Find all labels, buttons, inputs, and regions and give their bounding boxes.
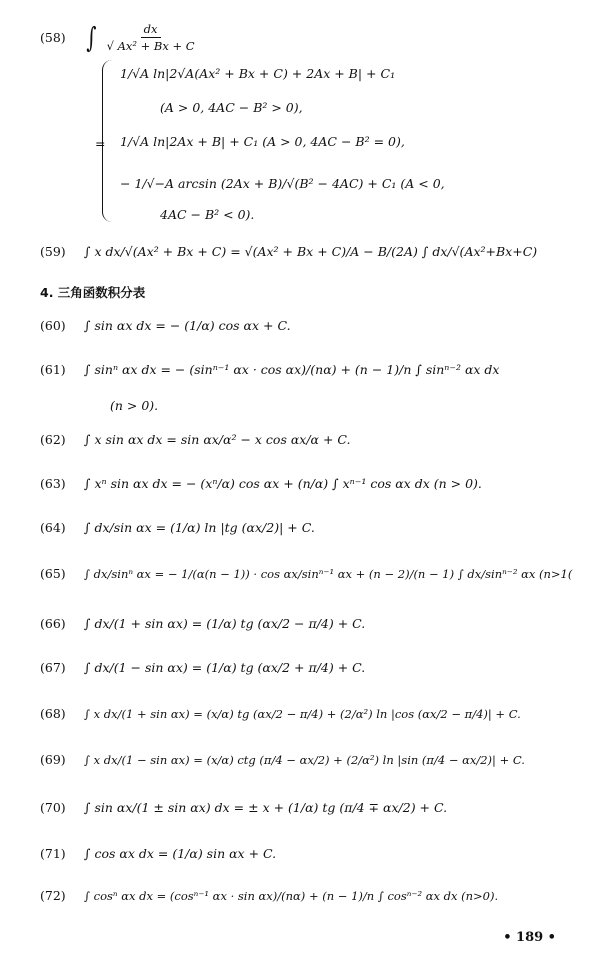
formula-70: (70) ∫ sin αx/(1 ± sin αx) dx = ± x + (1/α) tg (π/4 ∓ αx/2) + C.: [40, 800, 448, 815]
formula-65: (65) ∫ dx/sinⁿ αx = − 1/(α(n − 1)) · cos αx/sinⁿ⁻¹ αx + (n − 2)/(n − 1) ∫ dx/sinⁿ⁻² αx (n>1(: [40, 566, 573, 581]
formula-number: (58): [40, 30, 66, 45]
formula-58-case3: − 1/√−A arcsin (2Ax + B)/√(B² − 4AC) + C₁ (A < 0,: [120, 176, 445, 191]
formula-58-case1: 1/√A ln|2√A(Ax² + Bx + C) + 2Ax + B| + C₁: [120, 66, 396, 81]
formula-62: (62) ∫ x sin αx dx = sin αx/α² − x cos αx/α + C.: [40, 432, 351, 447]
formula-61: (61) ∫ sinⁿ αx dx = − (sinⁿ⁻¹ αx · cos αx)/(nα) + (n − 1)/n ∫ sinⁿ⁻² αx dx: [40, 362, 500, 377]
formula-66: (66) ∫ dx/(1 + sin αx) = (1/α) tg (αx/2 − π/4) + C.: [40, 616, 366, 631]
formula-58-integral: [40, 22, 584, 53]
formula-58-case3-cond: 4AC − B² < 0).: [160, 207, 255, 222]
formula-58-case1-cond: (A > 0, 4AC − B² > 0),: [160, 100, 303, 115]
integral-sign: ∫: [86, 20, 97, 54]
formula-71: (71) ∫ cos αx dx = (1/α) sin αx + C.: [40, 846, 277, 861]
formula-61-cond: (n > 0).: [110, 398, 159, 413]
formula-58-case2: 1/√A ln|2Ax + B| + C₁ (A > 0, 4AC − B² = 0),: [120, 134, 405, 149]
formula-64: (64) ∫ dx/sin αx = (1/α) ln |tg (αx/2)| + C.: [40, 520, 315, 535]
fraction: $\frac{dx}{\text{√ Ax² + Bx + C}}$: [106, 22, 195, 53]
page-number: • 189 •: [503, 930, 556, 945]
formula-68: (68) ∫ x dx/(1 + sin αx) = (x/α) tg (αx/2 − π/4) + (2/α²) ln |cos (αx/2 − π/4)| + C.: [40, 706, 521, 721]
section-title: 4. 三角函数积分表: [40, 285, 146, 300]
book-page: (58) ∫ $\frac{dx}{\text{√ Ax² + Bx + C}}$ = 1/√A ln|2√A(Ax² + Bx + C) + 2Ax + B| + C₁ (A > 0, 4AC − B² > 0), 1/√A ln|2Ax + B| + C₁ (A > 0, 4AC − B² = 0), − 1/√−A arcsin (2Ax + B)/√(B² − 4AC) + C₁ (A < 0, 4AC − B² < 0). (59) ∫ x dx/√(Ax² + Bx + C) = √(Ax² + Bx + C)/A − B/(2A) ∫ dx/√(Ax²+Bx+C) 4. 三角函数积分表 (60) ∫ sin αx dx = − (1/α) cos αx + C. (61) ∫ sinⁿ αx dx = − (sinⁿ⁻¹ αx · cos αx)/(nα) + (n − 1)/n ∫ sinⁿ⁻² αx dx (n > 0). (62) ∫ x sin αx dx = sin αx/α² − x cos αx/α + C. (63) ∫ xⁿ sin αx dx = − (xⁿ/α) cos αx + (n/α) ∫ xⁿ⁻¹ cos αx dx (n > 0). (64) ∫ dx/sin αx = (1/α) ln |tg (αx/2)| + C. (65) ∫ dx/sinⁿ αx = − 1/(α(n − 1)) · cos αx/sinⁿ⁻¹ αx + (n − 2)/(n − 1) ∫ dx/sinⁿ⁻² αx (n>1( (66) ∫ dx/(1 + sin αx) = (1/α) tg (αx/2 − π/4) + C. (67) ∫ dx/(1 − sin αx) = (1/α) tg (αx/2 + π/4) + C. (68) ∫ x dx/(1 + sin αx) = (x/α) tg (αx/2 − π/4) + (2/α²) ln |cos (αx/2 − π/4)| + C. (69) ∫ x dx/(1 − sin αx) = (x/α) ctg (π/4 − αx/2) + (2/α²) ln |sin (π/4 − αx/2)| + C. (70) ∫ sin αx/(1 ± sin αx) dx = ± x + (1/α) tg (π/4 ∓ αx/2) + C. (71) ∫ cos αx dx = (1/α) sin αx + C. (72) ∫ cosⁿ αx dx = (cosⁿ⁻¹ αx · sin αx)/(nα) + (n − 1)/n ∫ cosⁿ⁻² αx dx (n>0). • 189 •: [0, 0, 608, 962]
formula-63: (63) ∫ xⁿ sin αx dx = − (xⁿ/α) cos αx + (n/α) ∫ xⁿ⁻¹ cos αx dx (n > 0).: [40, 476, 482, 491]
formula-60: (60) ∫ sin αx dx = − (1/α) cos αx + C.: [40, 318, 291, 333]
formula-67: (67) ∫ dx/(1 − sin αx) = (1/α) tg (αx/2 + π/4) + C.: [40, 660, 366, 675]
formula-72: (72) ∫ cosⁿ αx dx = (cosⁿ⁻¹ αx · sin αx)/(nα) + (n − 1)/n ∫ cosⁿ⁻² αx dx (n>0).: [40, 888, 499, 903]
formula-69: (69) ∫ x dx/(1 − sin αx) = (x/α) ctg (π/4 − αx/2) + (2/α²) ln |sin (π/4 − αx/2)| + C.: [40, 752, 525, 767]
formula-59: (59) ∫ x dx/√(Ax² + Bx + C) = √(Ax² + Bx + C)/A − B/(2A) ∫ dx/√(Ax²+Bx+C): [40, 244, 538, 259]
